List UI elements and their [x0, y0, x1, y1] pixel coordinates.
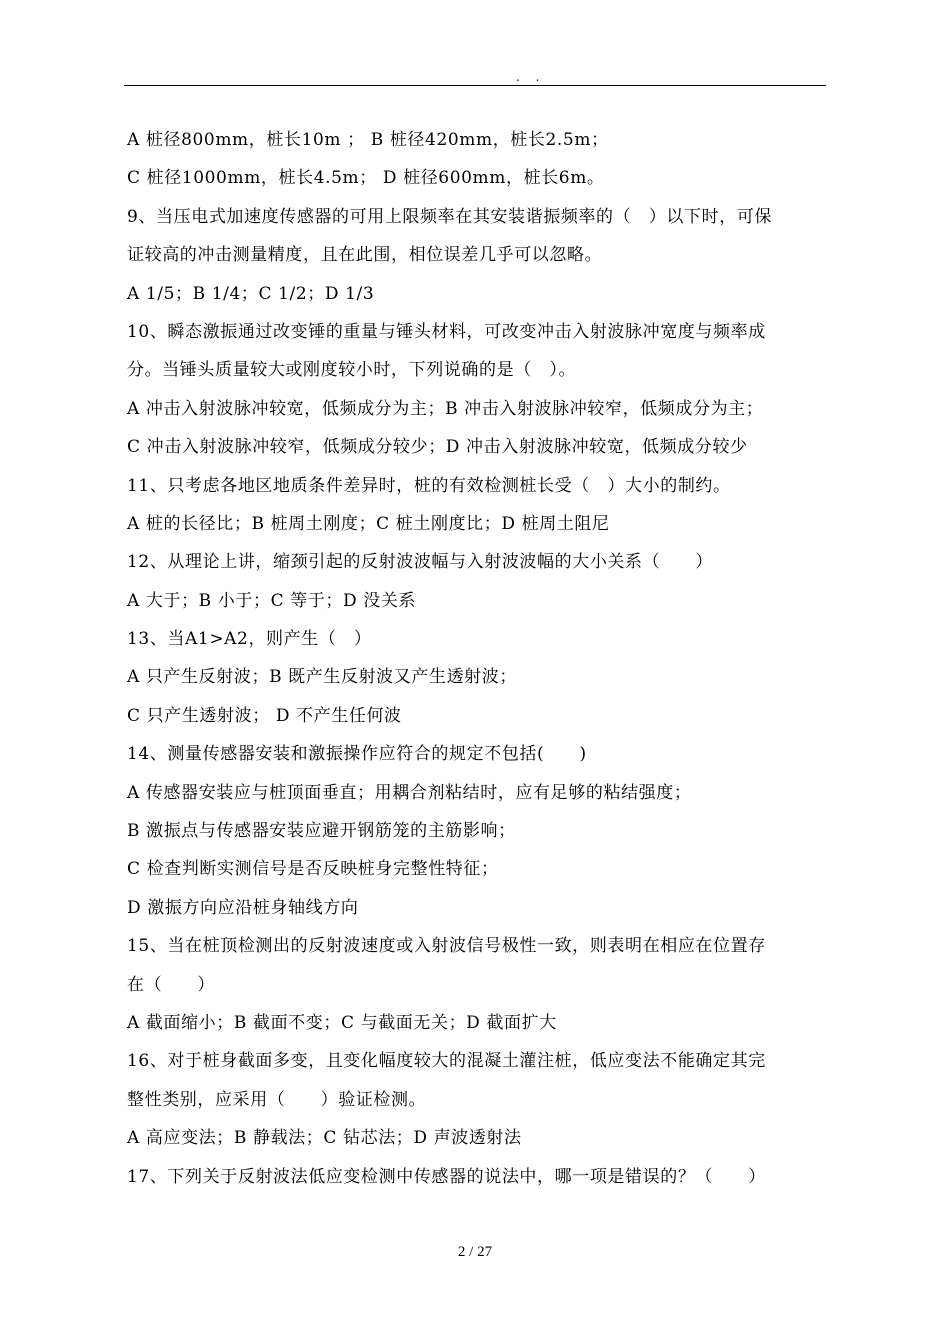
options-line: A 1/5；B 1/4；C 1/2；D 1/3 [127, 283, 375, 304]
text-line: 整性类别，应采用（ ）验证检测。 [127, 1089, 427, 1110]
page-number: 2 / 27 [457, 1244, 493, 1260]
options-line: A 冲击入射波脉冲较宽，低频成分为主；B 冲击入射波脉冲较窄，低频成分为主； [127, 398, 764, 419]
question-10: 10、瞬态激振通过改变锤的重量与锤头材料，可改变冲击入射波脉冲宽度与频率成 [127, 321, 766, 342]
text-line: C 桩径1000mm，桩长4.5m； D 桩径600mm，桩长6m。 [127, 168, 605, 189]
question-16: 16、对于桩身截面多变，且变化幅度较大的混凝土灌注桩，低应变法不能确定其完 [127, 1051, 766, 1072]
text-line: 在（ ） [127, 974, 215, 995]
header-dots: . . [516, 70, 546, 84]
options-line: C 只产生透射波； D 不产生任何波 [127, 705, 402, 726]
options-line: A 大于；B 小于；C 等于；D 没关系 [127, 590, 417, 611]
header-rule [124, 85, 826, 86]
text-line: 分。当锤头质量较大或刚度较小时，下列说确的是（ ）。 [127, 360, 577, 381]
options-line: A 高应变法；B 静载法；C 钻芯法；D 声波透射法 [127, 1128, 522, 1149]
options-line: A 传感器安装应与桩顶面垂直；用耦合剂粘结时，应有足够的粘结强度； [127, 782, 692, 803]
options-line: A 只产生反射波；B 既产生反射波又产生透射波； [127, 667, 517, 688]
options-line: A 桩的长径比；B 桩周土刚度；C 桩土刚度比；D 桩周土阻尼 [127, 513, 610, 534]
options-line: A 截面缩小；B 截面不变；C 与截面无关；D 截面扩大 [127, 1012, 557, 1033]
options-line: D 激振方向应沿桩身轴线方向 [127, 897, 359, 918]
options-line: B 激振点与传感器安装应避开钢筋笼的主筋影响； [127, 821, 516, 842]
question-11: 11、只考虑各地区地质条件差异时，桩的有效检测桩长受（ ）大小的制约。 [127, 475, 731, 496]
options-line: C 检查判断实测信号是否反映桩身完整性特征； [127, 859, 499, 880]
text-line: 证较高的冲击测量精度，且在此围，相位误差几乎可以忽略。 [127, 245, 603, 266]
question-9: 9、当压电式加速度传感器的可用上限频率在其安装谐振频率的（ ）以下时，可保 [127, 206, 773, 227]
question-17: 17、下列关于反射波法低应变检测中传感器的说法中，哪一项是错误的？（ ） [127, 1166, 766, 1187]
question-15: 15、当在桩顶检测出的反射波速度或入射波信号极性一致，则表明在相应在位置存 [127, 936, 766, 957]
options-line: C 冲击入射波脉冲较窄，低频成分较少；D 冲击入射波脉冲较宽，低频成分较少 [127, 437, 748, 458]
document-body [127, 121, 827, 1196]
question-12: 12、从理论上讲，缩颈引起的反射波波幅与入射波波幅的大小关系（ ） [127, 552, 714, 573]
question-14: 14、测量传感器安装和激振操作应符合的规定不包括( ) [127, 744, 587, 765]
text-line: A 桩径800mm，桩长10m ； B 桩径420mm，桩长2.5m； [127, 130, 609, 150]
question-13: 13、当A1>A2，则产生（ ） [127, 629, 372, 650]
